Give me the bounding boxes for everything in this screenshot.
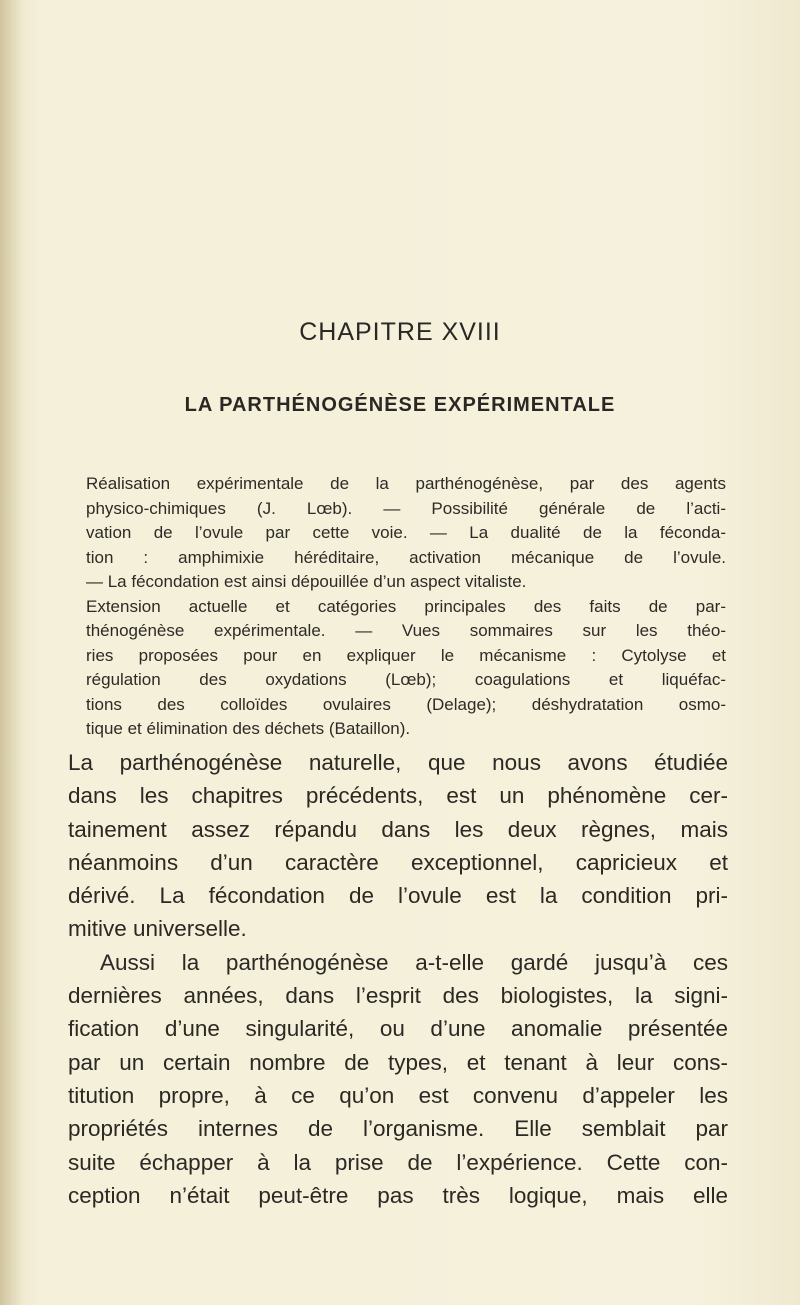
summary-line: Réalisation expérimentale de la parthénogénèse, par des agents [86, 474, 726, 493]
chapter-body [68, 746, 728, 1212]
chapter-summary [86, 472, 726, 742]
summary-line: — La fécondation est ainsi dépouillée d’un aspect vitaliste. [86, 572, 527, 591]
summary-line: Extension actuelle et catégories principales des faits de par- [86, 596, 726, 616]
summary-line: physico-chimiques (J. Lœb). — Possibilité générale de l’acti- [86, 498, 726, 518]
body-line: tainement assez répandu dans les deux règnes, mais [68, 816, 728, 842]
body-line: dernières années, dans l’esprit des biologistes, la signi- [68, 983, 728, 1009]
summary-paragraph [86, 472, 726, 742]
body-paragraph-2 [68, 946, 728, 1212]
body-line: La parthénogénèse naturelle, que nous avons étudiée [68, 750, 728, 775]
body-line: titution propre, à ce qu’on est convenu d’appeler les [68, 1082, 728, 1108]
body-line: Aussi la parthénogénèse a-t-elle gardé jusqu’à ces [100, 949, 728, 975]
summary-line: régulation des oxydations (Lœb); coagulations et liquéfac- [86, 670, 726, 689]
body-line: mitive universelle. [68, 916, 247, 942]
body-paragraph-1 [68, 746, 728, 946]
body-line: dérivé. La fécondation de l’ovule est la condition pri- [68, 883, 728, 909]
summary-line: vation de l’ovule par cette voie. — La dualité de la féconda- [86, 523, 726, 542]
summary-line: tions des colloïdes ovulaires (Delage); déshydratation osmo- [86, 694, 726, 714]
chapter-number: CHAPITRE XVIII [299, 318, 501, 346]
body-line: propriétés internes de l’organisme. Elle semblait par [68, 1116, 728, 1142]
chapter-title: LA PARTHÉNOGÉNÈSE EXPÉRIMENTALE [184, 394, 616, 416]
summary-line: tion : amphimixie héréditaire, activation mécanique de l’ovule. [86, 547, 726, 567]
summary-line: tique et élimination des déchets (Bataillon). [86, 719, 411, 738]
body-line: ception n’était peut-être pas très logique, mais elle [68, 1182, 728, 1208]
body-line: néanmoins d’un caractère exceptionnel, capricieux et [68, 849, 728, 875]
body-line: dans les chapitres précédents, est un phénomène cer- [68, 783, 728, 809]
body-line: fication d’une singularité, ou d’une anomalie présentée [68, 1016, 728, 1042]
summary-line: ries proposées pour en expliquer le mécanisme : Cytolyse et [86, 645, 726, 665]
body-line: par un certain nombre de types, et tenant à leur cons- [68, 1049, 728, 1075]
summary-line: thénogénèse expérimentale. — Vues sommaires sur les théo- [86, 621, 726, 640]
body-line: suite échapper à la prise de l’expérience. Cette con- [68, 1149, 728, 1175]
book-binding-edge [0, 0, 22, 1305]
